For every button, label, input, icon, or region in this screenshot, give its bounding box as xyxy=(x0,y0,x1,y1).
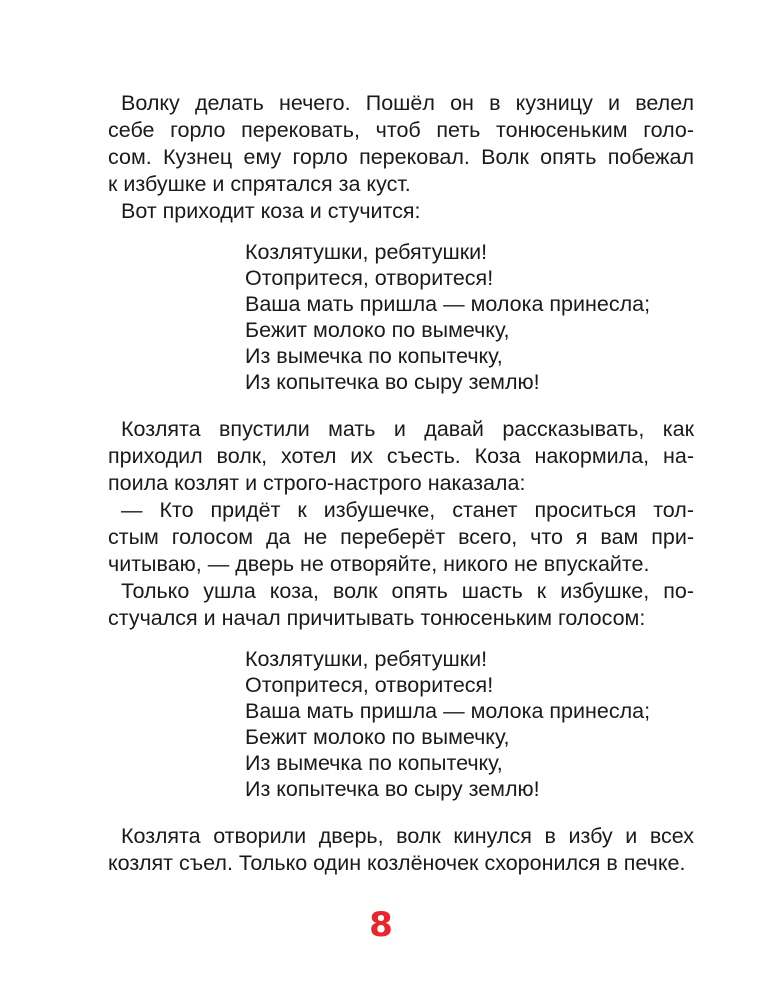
verse-line: Из копытечка во сыру землю! xyxy=(245,370,540,394)
paragraph-line: Козлята отворили дверь, волк кинулся в избу и всех xyxy=(121,824,694,848)
paragraph-line: читываю, — дверь не отворяйте, никого не впускайте. xyxy=(108,552,650,576)
paragraph-line: приходил волк, хотел их съесть. Коза накормила, на- xyxy=(108,444,694,468)
paragraph-line: Волку делать нечего. Пошёл он в кузницу и велел xyxy=(121,91,694,115)
paragraph-line: — Кто придёт к избушечке, станет проситься тол- xyxy=(121,498,694,522)
verse-line: Из вымечка по копытечку, xyxy=(245,344,503,368)
paragraph-line: козлят съел. Только один козлёночек схоронился в печке. xyxy=(108,851,686,875)
paragraph-line: стым голосом да не переберёт всего, что я вам при- xyxy=(108,525,694,549)
paragraph-line: к избушке и спрятался за куст. xyxy=(108,172,411,196)
verse-line: Бежит молоко по вымечку, xyxy=(245,318,510,342)
paragraph-line: себе горло перековать, чтоб петь тонюсеньким голо- xyxy=(108,118,694,142)
verse-line: Бежит молоко по вымечку, xyxy=(245,725,510,749)
paragraph-line: стучался и начал причитывать тонюсеньким голосом: xyxy=(108,606,646,630)
paragraph-line: Козлята впустили мать и давай рассказывать, как xyxy=(121,417,694,441)
verse-line: Ваша мать пришла — молока принесла; xyxy=(245,292,651,316)
paragraph-line: поила козлят и строго-настрого наказала: xyxy=(108,471,526,495)
paragraph-line: сом. Кузнец ему горло перековал. Волк опять побежал xyxy=(108,145,694,169)
verse-line: Из копытечка во сыру землю! xyxy=(245,777,540,801)
verse-line: Козлятушки, ребятушки! xyxy=(245,647,488,671)
paragraph-line: Вот приходит коза и стучится: xyxy=(121,199,421,223)
verse-line: Отопритеся, отворитеся! xyxy=(245,673,494,697)
paragraph-line: Только ушла коза, волк опять шасть к избушке, по- xyxy=(121,579,694,603)
verse-line: Из вымечка по копытечку, xyxy=(245,751,503,775)
verse-line: Отопритеся, отворитеся! xyxy=(245,266,494,290)
verse-line: Козлятушки, ребятушки! xyxy=(245,240,488,264)
page-number: 8 xyxy=(369,905,393,945)
verse-line: Ваша мать пришла — молока принесла; xyxy=(245,699,651,723)
